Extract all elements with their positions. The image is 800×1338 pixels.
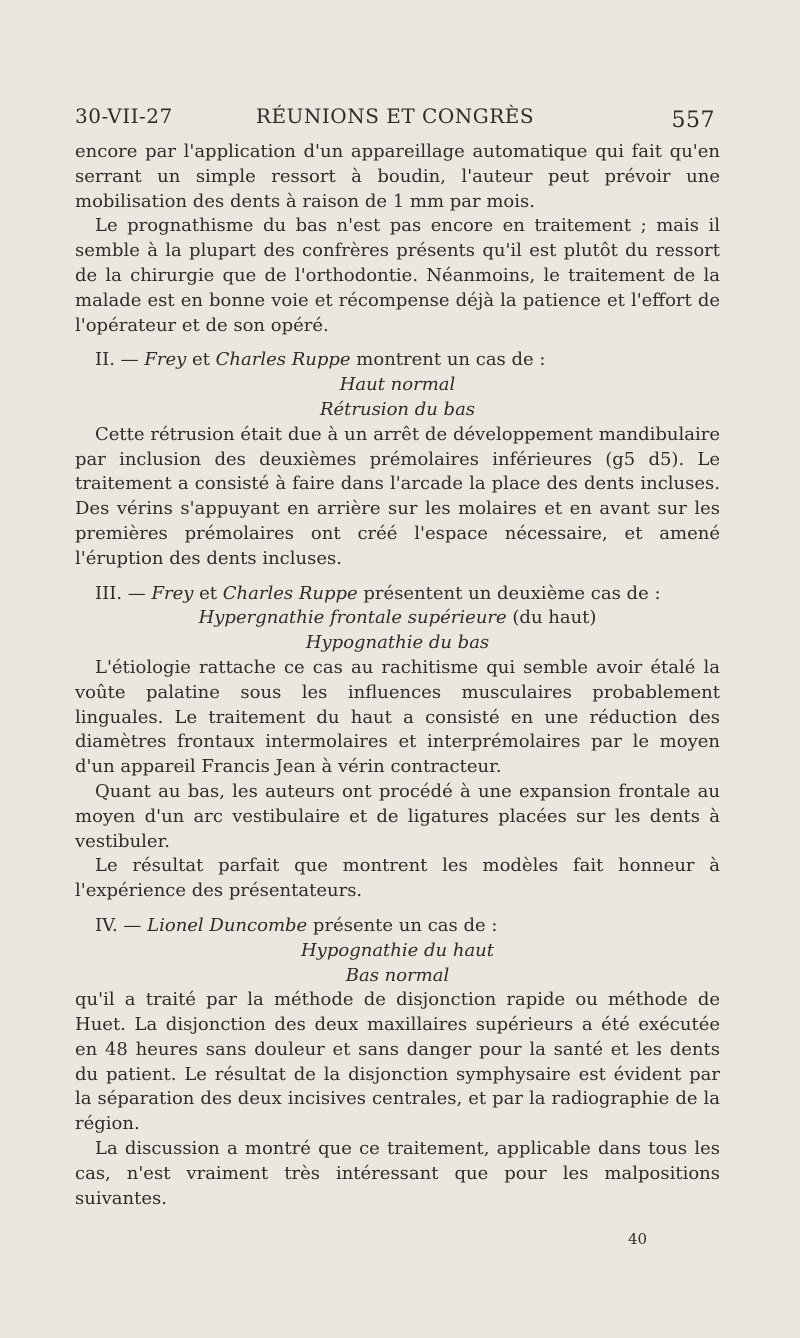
section-ii-heading: II. — Frey et Charles Ruppe montrent un cas de :: [95, 349, 546, 371]
author-name: Lionel Duncombe: [147, 914, 308, 936]
header-title: RÉUNIONS ET CONGRÈS: [255, 104, 535, 128]
case-title: Haut normal: [339, 374, 456, 396]
article-body: [75, 140, 720, 1211]
running-header: [75, 100, 715, 134]
section-number: III. —: [95, 582, 152, 604]
page-number: 557: [671, 108, 715, 133]
author-name: Charles Ruppe: [222, 582, 358, 604]
case-title: Hypognathie du bas: [305, 632, 490, 654]
case-title: Rétrusion du bas: [319, 398, 476, 420]
paragraph-retrusion: Cette rétrusion était due à un arrêt de développement mandibulaire par inclusion des deuxièmes prémolaires inférieures (g5 d5). Le traitement a consisté à faire dans l'arcade la place des dents incluses. Des vérins s'appuyant en arrière sur les molaires et en avant sur les premières prémolaires ont créé l'espace nécessaire, et amené l'éruption des dents incluses.: [75, 423, 720, 569]
paragraph-continuation: encore par l'application d'un appareillage automatique qui fait qu'en serrant un simple ressort à boudin, l'auteur peut prévoir une mobilisation des dents à raison de 1 mm par mois.: [75, 141, 720, 212]
author-name: Charles Ruppe: [215, 349, 351, 371]
header-date: 30-VII-27: [75, 104, 173, 128]
paragraph-disjonction: qu'il a traité par la méthode de disjonction rapide ou méthode de Huet. La disjonction des deux maxillaires supérieurs a été exécutée en 48 heures sans douleur et sans danger pour la santé et les dents du patient. Le résultat de la disjonction symphysaire est évident par la séparation des deux incisives centrales, et par la radiographie de la région.: [75, 989, 720, 1135]
section-iv-heading: IV. — Lionel Duncombe présente un cas de :: [95, 914, 498, 936]
paragraph-etiologie: L'étiologie rattache ce cas au rachitisme qui semble avoir étalé la voûte palatine sous les influences musculaires probablement linguales. Le traitement du haut a consisté en une réduction des diamètres frontaux intermolaires et interprémolaires par le moyen d'un appareil Francis Jean à vérin contracteur.: [75, 656, 720, 778]
paragraph-discussion: La discussion a montré que ce traitement, applicable dans tous les cas, n'est vraiment très intéressant que pour les malpositions suivantes.: [75, 1138, 720, 1209]
paragraph-resultat: Le résultat parfait que montrent les modèles fait honneur à l'expérience des présentateurs.: [75, 855, 720, 902]
paragraph-bas: Quant au bas, les auteurs ont procédé à une expansion frontale au moyen d'un arc vestibulaire et de ligatures placées sur les dents à vestibuler.: [75, 780, 720, 852]
case-title: Hypognathie du haut: [300, 939, 495, 961]
section-iii-heading: III. — Frey et Charles Ruppe présentent un deuxième cas de :: [95, 582, 661, 604]
section-number: IV. —: [95, 914, 148, 936]
section-number: II. —: [95, 349, 145, 371]
case-title: Hypergnathie frontale supérieure (du haut): [198, 607, 597, 629]
author-name: Frey: [151, 582, 194, 604]
signature-mark: 40: [628, 1230, 648, 1248]
author-name: Frey: [144, 349, 187, 371]
paragraph-prognathisme: Le prognathisme du bas n'est pas encore en traitement ; mais il semble à la plupart des confrères présents qu'il est plutôt du ressort de la chirurgie que de l'orthodontie. Néanmoins, le traitement de la malade est en bonne voie et récompense déjà la patience et l'effort de l'opérateur et de son opéré.: [75, 215, 720, 336]
case-title: Bas normal: [345, 964, 450, 986]
